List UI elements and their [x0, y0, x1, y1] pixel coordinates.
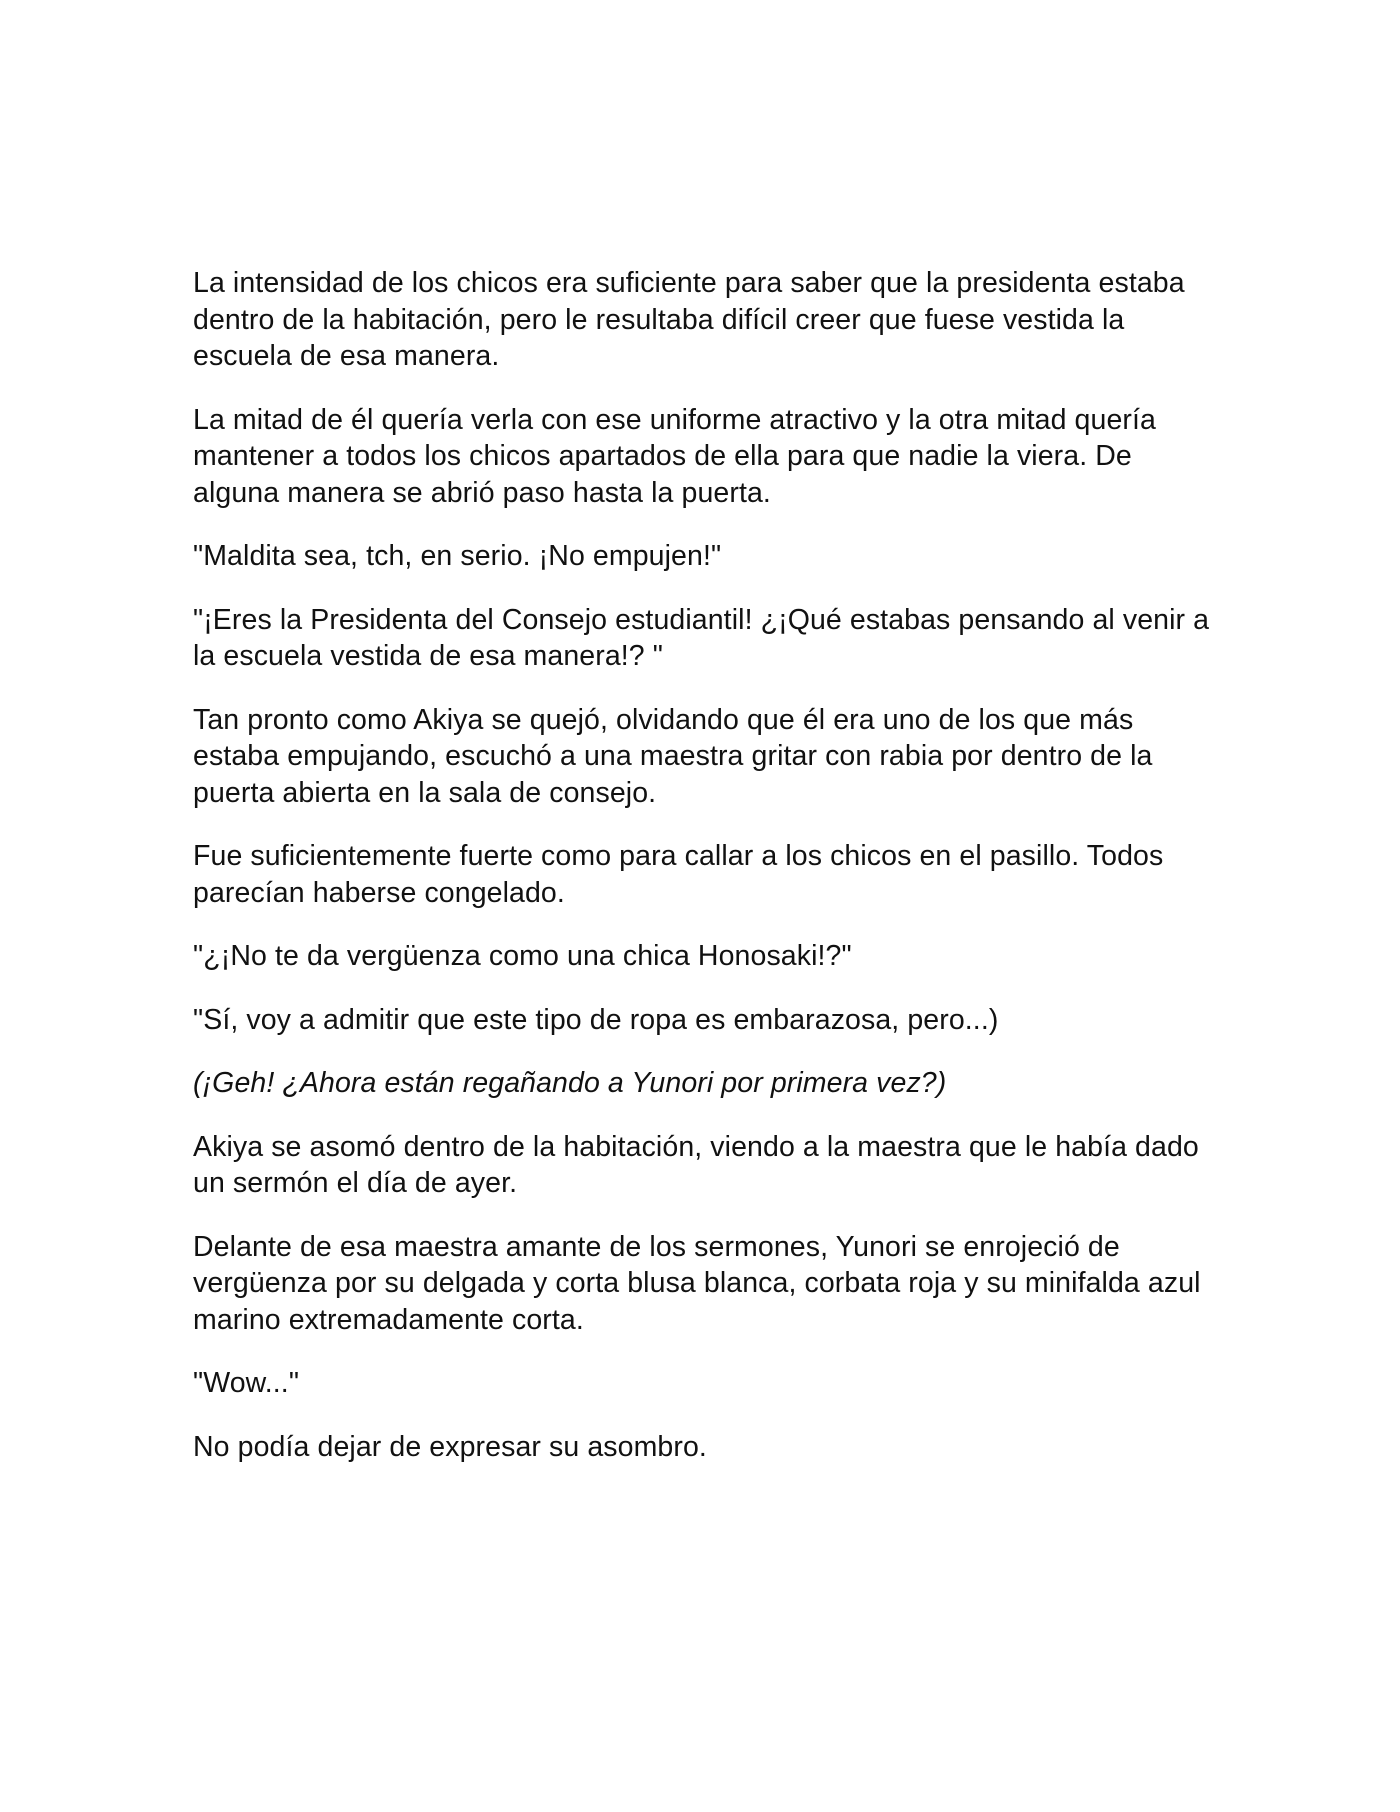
paragraph-10: Akiya se asomó dentro de la habitación, viendo a la maestra que le había dado un sermón el día de ayer.: [193, 1130, 1199, 1199]
paragraph-2: La mitad de él quería verla con ese uniforme atractivo y la otra mitad quería mantener a todos los chicos apartados de ella para que nadie la viera. De alguna manera se abrió paso hasta la puerta.: [193, 403, 1156, 509]
paragraph-12: "Wow...": [193, 1367, 300, 1399]
paragraph-8: "Sí, voy a admitir que este tipo de ropa es embarazosa, pero...): [193, 1003, 999, 1036]
paragraph-3: "Maldita sea, tch, en serio. ¡No empujen!": [193, 540, 722, 572]
paragraph-1: La intensidad de los chicos era suficiente para saber que la presidenta estaba dentro de la habitación, pero le resultaba difícil creer que fuese vestida la escuela de esa manera.: [193, 267, 1185, 372]
paragraph-7: "¿¡No te da vergüenza como una chica Honosaki!?": [193, 940, 852, 972]
paragraph-13: No podía dejar de expresar su asombro.: [193, 1430, 707, 1463]
paragraph-6: Fue suficientemente fuerte como para callar a los chicos en el pasillo. Todos parecían haberse congelado.: [193, 840, 1164, 909]
paragraph-11: Delante de esa maestra amante de los sermones, Yunori se enrojeció de vergüenza por su delgada y corta blusa blanca, corbata roja y su minifalda azul marino extremadamente corta.: [193, 1230, 1201, 1336]
paragraph-5: Tan pronto como Akiya se quejó, olvidando que él era uno de los que más estaba empujando, escuchó a una maestra gritar con rabia por dentro de la puerta abierta en la sala de consejo.: [193, 703, 1153, 809]
paragraph-4: "¡Eres la Presidenta del Consejo estudiantil! ¿¡Qué estabas pensando al venir a la escuela vestida de esa manera!? ": [193, 603, 1210, 672]
document-body: [193, 265, 1223, 1492]
paragraph-9: (¡Geh! ¿Ahora están regañando a Yunori por primera vez?): [193, 1067, 947, 1099]
